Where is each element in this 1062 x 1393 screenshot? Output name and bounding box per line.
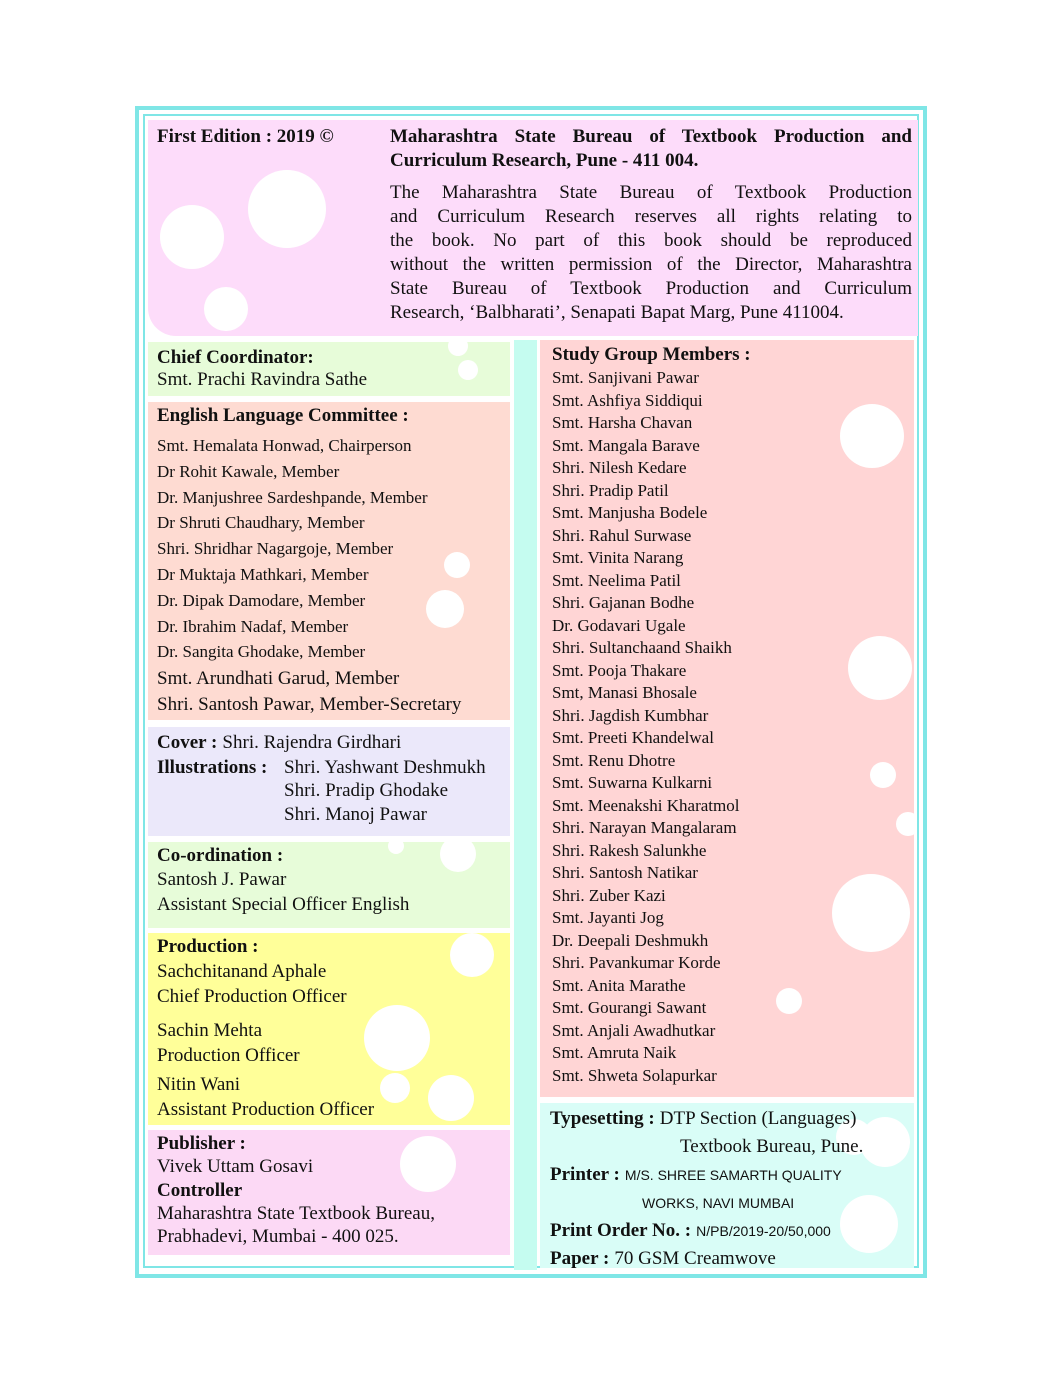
- publisher-name: Maharashtra State Bureau of Textbook Production and: [390, 126, 912, 147]
- committee-box: [148, 402, 510, 720]
- committee-member: Dr Shruti Chaudhary, Member: [157, 513, 365, 533]
- controller-heading: Controller: [157, 1180, 243, 1201]
- committee-member: Dr. Sangita Ghodake, Member: [157, 642, 366, 662]
- rights-line: The Maharashtra State Bureau of Textbook Production: [390, 182, 912, 203]
- study-member: Smt. Pooja Thakare: [552, 660, 687, 680]
- typesetting-value: DTP Section (Languages): [659, 1108, 857, 1129]
- publisher-box: [148, 1130, 510, 1255]
- committee-member: Dr. Ibrahim Nadaf, Member: [157, 616, 349, 636]
- study-member: Shri. Jagdish Kumbhar: [552, 705, 709, 725]
- committee-member: Dr. Dipak Damodare, Member: [157, 590, 366, 610]
- paper-value: 70 GSM Creamwove: [614, 1248, 776, 1268]
- study-heading: Study Group Members :: [552, 344, 751, 365]
- committee-member: Dr. Manjushree Sardeshpande, Member: [157, 487, 428, 507]
- committee-member: Dr Rohit Kawale, Member: [157, 461, 340, 481]
- coordination-role: Assistant Special Officer English: [157, 894, 410, 915]
- print-order-value: N/PB/2019-20/50,000: [696, 1223, 831, 1239]
- study-member: Dr. Deepali Deshmukh: [552, 930, 709, 950]
- study-member: Shri. Santosh Natikar: [552, 863, 698, 882]
- study-group-box: [540, 340, 914, 1097]
- production-name: Sachchitanand Aphale: [157, 961, 327, 982]
- study-member: Shri. Pradip Patil: [552, 480, 669, 500]
- committee-heading: English Language Committee :: [157, 405, 409, 426]
- chief-coordinator-box: [148, 342, 510, 396]
- cover-box: [148, 727, 510, 836]
- production-role: Assistant Production Officer: [157, 1099, 375, 1120]
- edition: First Edition : 2019 ©: [157, 126, 334, 147]
- production-role: Chief Production Officer: [157, 986, 347, 1007]
- committee-member: Shri. Shridhar Nagargoje, Member: [157, 539, 394, 559]
- illustrator: Shri. Yashwant Deshmukh: [284, 757, 486, 778]
- printer-label: Printer :: [550, 1164, 620, 1185]
- copyright-box: [148, 120, 918, 336]
- study-member: Smt. Harsha Chavan: [552, 413, 693, 432]
- production-name: Nitin Wani: [157, 1074, 241, 1095]
- typesetting-label: Typesetting :: [550, 1108, 655, 1129]
- study-member: Smt. Anjali Awadhutkar: [552, 1020, 716, 1040]
- study-member: Shri. Gajanan Bodhe: [552, 593, 695, 612]
- paper-label: Paper :: [550, 1248, 610, 1268]
- committee-member: Smt. Arundhati Garud, Member: [157, 668, 400, 690]
- study-member: Smt. Amruta Naik: [552, 1043, 677, 1062]
- coordination-name: Santosh J. Pawar: [157, 869, 287, 890]
- cover-label: Cover :: [157, 732, 218, 753]
- committee-member: Shri. Santosh Pawar, Member-Secretary: [157, 694, 462, 715]
- study-member: Smt. Preeti Khandelwal: [552, 728, 714, 747]
- printer-value-2: WORKS, NAVI MUMBAI: [642, 1195, 795, 1211]
- committee-member: Dr Muktaja Mathkari, Member: [157, 565, 369, 584]
- study-member: Shri. Rakesh Salunkhe: [552, 840, 707, 860]
- study-member: Shri. Narayan Mangalaram: [552, 818, 737, 837]
- publisher-name: Vivek Uttam Gosavi: [157, 1156, 314, 1177]
- chief-heading: Chief Coordinator:: [157, 347, 314, 368]
- coordination-box: [148, 842, 510, 928]
- rights-line: without the written permission of the Director, Maharashtra: [390, 254, 912, 275]
- study-member: Smt. Gourangi Sawant: [552, 998, 707, 1017]
- study-member: Smt. Sanjivani Pawar: [552, 368, 699, 387]
- production-name: Sachin Mehta: [157, 1020, 263, 1041]
- publisher-heading: Publisher :: [157, 1133, 246, 1154]
- rights-line: State Bureau of Textbook Production and Curriculum: [390, 278, 912, 299]
- controller-address-2: Prabhadevi, Mumbai - 400 025.: [157, 1226, 399, 1247]
- study-member: Smt. Meenakshi Kharatmol: [552, 795, 740, 815]
- study-member: Shri. Zuber Kazi: [552, 885, 666, 905]
- committee-member: Smt. Hemalata Honwad, Chairperson: [157, 436, 412, 455]
- rights-line: and Curriculum Research reserves all rights relating to: [390, 206, 912, 227]
- study-member: Smt, Manasi Bhosale: [552, 683, 697, 702]
- coordination-heading: Co-ordination :: [157, 845, 284, 866]
- study-member: Smt. Jayanti Jog: [552, 908, 664, 927]
- study-member: Shri. Rahul Surwase: [552, 525, 692, 545]
- rights-line: Research, ‘Balbharati’, Senapati Bapat Marg, Pune 411004.: [390, 302, 844, 323]
- study-member: Shri. Nilesh Kedare: [552, 458, 687, 477]
- publisher-address: Curriculum Research, Pune - 411 004.: [390, 150, 699, 171]
- print-details-box: [540, 1103, 914, 1268]
- study-member: Smt. Renu Dhotre: [552, 750, 676, 770]
- illustrations-label: Illustrations :: [157, 757, 268, 778]
- study-member: Shri. Sultanchaand Shaikh: [552, 638, 732, 657]
- cover-artist: Shri. Rajendra Girdhari: [222, 732, 402, 753]
- production-heading: Production :: [157, 936, 259, 957]
- study-member: Smt. Suwarna Kulkarni: [552, 773, 713, 792]
- study-member: Shri. Pavankumar Korde: [552, 953, 721, 972]
- controller-address-1: Maharashtra State Textbook Bureau,: [157, 1203, 435, 1224]
- study-member: Smt. Ashfiya Siddiqui: [552, 390, 703, 410]
- illustrator: Shri. Manoj Pawar: [284, 804, 428, 825]
- rights-line: the book. No part of this book should be reproduced: [390, 230, 912, 251]
- study-member: Smt. Mangala Barave: [552, 435, 700, 455]
- study-member: Dr. Godavari Ugale: [552, 615, 686, 635]
- production-box: [148, 933, 510, 1125]
- production-role: Production Officer: [157, 1045, 300, 1066]
- study-member: Smt. Manjusha Bodele: [552, 503, 708, 522]
- illustrator: Shri. Pradip Ghodake: [284, 780, 449, 801]
- study-member: Smt. Neelima Patil: [552, 570, 681, 590]
- study-member: Smt. Vinita Narang: [552, 548, 684, 567]
- printer-value: M/S. SHREE SAMARTH QUALITY: [624, 1167, 842, 1183]
- study-member: Smt. Shweta Solapurkar: [552, 1065, 717, 1085]
- typesetting-value-2: Textbook Bureau, Pune.: [680, 1136, 864, 1157]
- study-member: Smt. Anita Marathe: [552, 975, 686, 995]
- chief-name: Smt. Prachi Ravindra Sathe: [157, 369, 368, 390]
- print-order-label: Print Order No. :: [550, 1220, 692, 1241]
- center-strip: [514, 340, 537, 1270]
